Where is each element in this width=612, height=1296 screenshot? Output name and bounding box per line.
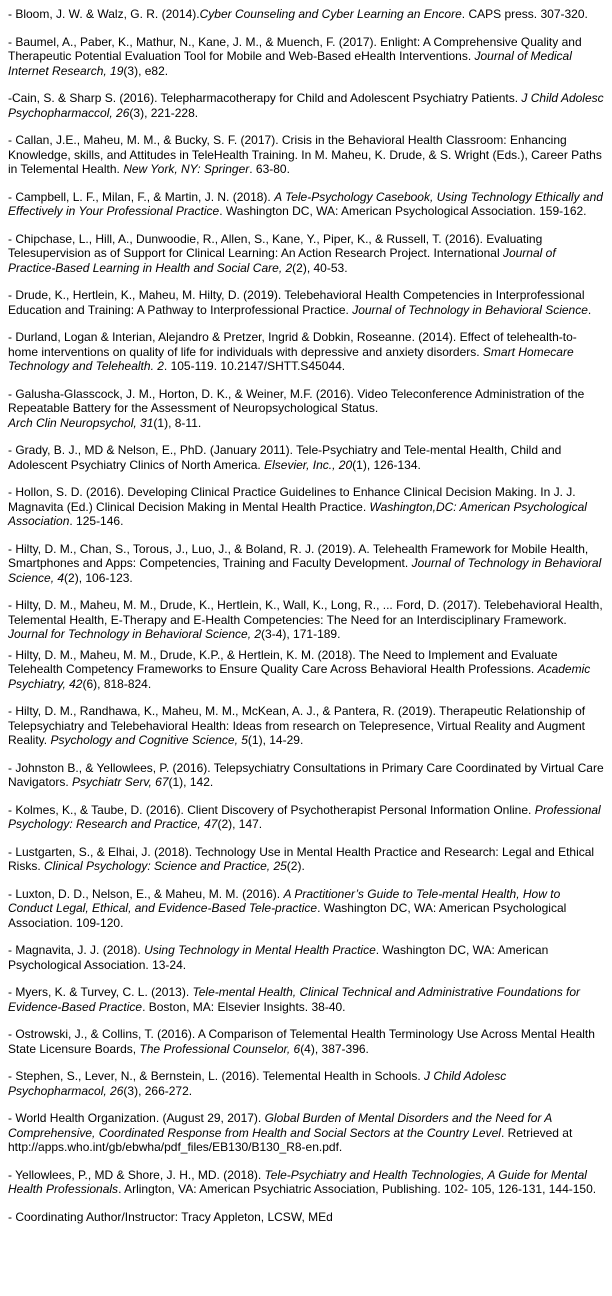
reference-item (8, 133, 604, 177)
reference-segment: - Hilty, D. M., Randhawa, K., Maheu, M. M., McKean, A. J., & Pantera, R. (2019). Therapeutic Relationship of Telepsychiatry and Telebehavioral Health: Ideas from research on Telepresence, Virtual Reality and Augment Reality. (8, 704, 586, 747)
reference-segment: . Washington DC, WA: American Psychological Association. 159-162. (219, 204, 587, 218)
reference-item (8, 387, 604, 431)
reference-item (8, 190, 604, 219)
reference-segment: - Hollon, S. D. (2016). Developing Clinical Practice Guidelines to Enhance Clinical Decision Making. In J. J. Magnavita (Ed.) Clinical Decision Making in Mental Health Practice. (8, 485, 576, 514)
reference-item (8, 1168, 604, 1197)
reference-item (8, 542, 604, 586)
reference-segment: - Campbell, L. F., Milan, F., & Martin, J. N. (2018). (8, 189, 275, 204)
reference-item (8, 1210, 604, 1225)
reference-segment-italic: Journal of Technology in Behavioral Science, 4 (8, 556, 602, 585)
reference-segment-italic: Washington,DC: American Psychological Association (8, 499, 587, 528)
reference-segment-italic: Academic Psychiatry, 42 (8, 662, 591, 691)
reference-segment: - Hilty, D. M., Chan, S., Torous, J., Luo, J., & Boland, R. J. (2019). A. Telehealth Framework for Mobile Health, Smartphones and Apps: Competencies, Training and Faculty Development. (8, 541, 589, 570)
reference-segment: . 63-80. (249, 162, 290, 176)
reference-item (8, 91, 604, 120)
reference-segment: - Kolmes, K., & Taube, D. (2016). Client Discovery of Psychotherapist Personal Information Online. (8, 802, 535, 817)
reference-item (8, 648, 604, 692)
reference-segment: (1), 126-134. (352, 457, 421, 472)
reference-segment-italic: Tele-mental Health, Clinical Technical and Administrative Foundations for Evidence-Based Practice (8, 985, 581, 1014)
reference-segment: - Myers, K. & Turvey, C. L. (2013). (8, 985, 193, 999)
reference-segment-italic: Using Technology in Mental Health Practice (144, 943, 376, 957)
reference-segment: (2), 40-53. (292, 260, 348, 275)
reference-segment: . Arlington, VA: American Psychiatric Association, Publishing. 102- 105, 126-131, 144-150. (118, 1182, 597, 1196)
reference-item (8, 232, 604, 276)
reference-item (8, 1027, 604, 1056)
reference-item (8, 761, 604, 790)
reference-segment: - Magnavita, J. J. (2018). (8, 943, 145, 957)
reference-segment: - Drude, K., Hertlein, K., Maheu, M. Hilty, D. (2019). Telebehavioral Health Competencies in Interprofessional Education and Training: A Pathway to Interprofessional Practice. (8, 288, 585, 317)
reference-item (8, 288, 604, 317)
reference-item (8, 803, 604, 832)
reference-segment-italic: Psychiatr Serv, 67 (72, 775, 169, 789)
reference-segment: (3), e82. (123, 63, 169, 78)
reference-segment-italic: A Practitioner’s Guide to Tele-mental Health, How to Conduct Legal, Ethical, and Evidence-Based Tele-practice (8, 886, 561, 915)
reference-segment: - Hilty, D. M., Maheu, M. M., Drude, K.P., & Hertlein, K. M. (2018). The Need to Implement and Evaluate Telehealth Competency Frameworks to Ensure Quality Care Across Behavioral Health Professions. (8, 647, 558, 676)
reference-segment: . Washington DC, WA: American Psychological Association. 13-24. (8, 943, 549, 972)
reference-segment: - Galusha-Glasscock, J. M., Horton, D. K., & Weiner, M.F. (2016). Video Teleconference Administration of the Repeatable Battery for the Assessment of Neuropsychological Status. (8, 386, 585, 415)
reference-item (8, 845, 604, 874)
reference-segment: . (587, 302, 592, 317)
reference-segment: (2), 147. (217, 817, 263, 831)
reference-segment: (6), 818-824. (82, 676, 152, 691)
reference-segment: - World Health Organization. (August 29, 2017). (8, 1111, 265, 1125)
reference-segment: (2). (286, 859, 305, 873)
reference-item (8, 598, 604, 642)
reference-segment-italic: A Tele-Psychology Casebook, Using Technology Ethically and Effectively in Your Professional Practice (8, 189, 603, 218)
reference-segment: - Lustgarten, S., & Elhai, J. (2018). Technology Use in Mental Health Practice and Research: Legal and Ethical Risks. (8, 844, 595, 873)
reference-segment-italic: Cyber Counseling and Cyber Learning an Encore (199, 7, 462, 21)
reference-segment-italic: Journal of Medical Internet Research, 19 (8, 49, 572, 78)
reference-segment-italic: Arch Clin Neuropsychol, 31 (8, 415, 154, 430)
reference-segment: . Boston, MA: Elsevier Insights. 38-40. (142, 999, 346, 1014)
reference-segment: - Bloom, J. W. & Walz, G. R. (2014). (8, 7, 200, 21)
reference-segment: (3-4), 171-189. (261, 627, 341, 641)
reference-segment: - Luxton, D. D., Nelson, E., & Maheu, M. M. (2016). (8, 886, 284, 901)
reference-segment-italic: Tele-Psychiatry and Health Technologies, A Guide for Mental Health Professionals (8, 1167, 587, 1196)
reference-segment: . CAPS press. 307-320. (461, 7, 588, 21)
reference-segment-italic: Professional Psychology: Research and Practice, 47 (8, 802, 601, 831)
reference-segment: - Callan, J.E., Maheu, M. M., & Bucky, S. F. (2017). Crisis in the Behavioral Health Classroom: Enhancing Knowledge, skills, and Attitudes in TeleHealth Training. In M. Maheu, K. Drude, & S. Wright (Eds.), Career Paths in Telemental Health. (8, 133, 602, 176)
reference-segment: (2), 106-123. (64, 570, 133, 585)
reference-segment: (1), 14-29. (247, 733, 304, 747)
reference-segment-italic: Psychology and Cognitive Science, 5 (50, 733, 248, 747)
reference-segment: - Durland, Logan & Interian, Alejandro & Pretzer, Ingrid & Dobkin, Roseanne. (2014). Effect of telehealth-to-home interventions on quality of life for individuals with depressive and anxiety disorders. (8, 330, 577, 359)
reference-segment: - Hilty, D. M., Maheu, M. M., Drude, K., Hertlein, K., Wall, K., Long, R., ... Ford, D. (2017). Telebehavioral Health, Telemental Health, E-Therapy and E-Health Competencies: The Need for an Interdisciplinary Framework. (8, 598, 603, 627)
reference-segment-italic: Clinical Psychology: Science and Practice, 25 (44, 859, 287, 873)
reference-item (8, 887, 604, 931)
reference-item (8, 7, 604, 22)
reference-segment-italic: The Professional Counselor, 6 (139, 1041, 301, 1056)
reference-segment: -Cain, S. & Sharp S. (2016). Telepharmacotherapy for Child and Adolescent Psychiatry Patients. (8, 91, 522, 105)
reference-segment: . 105-119. 10.2147/SHTT.S45044. (163, 359, 346, 373)
reference-item (8, 443, 604, 472)
reference-item (8, 35, 604, 79)
reference-segment: (3), 221-228. (129, 105, 199, 120)
reference-segment-italic: Global Burden of Mental Disorders and the Need for A Comprehensive, Coordinated Response from Health and Social Sectors at the Country Level (8, 1111, 552, 1140)
reference-segment: - Ostrowski, J., & Collins, T. (2016). A Comparison of Telemental Health Terminology Use Across Mental Health State Licensure Boards, (8, 1027, 595, 1056)
reference-segment: . Retrieved at http://apps.who.int/gb/ebwha/pdf_files/EB130/B130_R8-en.pdf. (8, 1125, 573, 1154)
reference-segment-italic: Journal of Technology in Behavioral Science (352, 302, 588, 317)
reference-item (8, 704, 604, 748)
reference-segment: - Stephen, S., Lever, N., & Bernstein, L. (2016). Telemental Health in Schools. (8, 1069, 425, 1083)
reference-segment-italic: Smart Homecare Technology and Telehealth. 2 (8, 344, 574, 373)
reference-item (8, 1111, 604, 1155)
reference-item (8, 943, 604, 972)
reference-item (8, 330, 604, 374)
reference-segment: (1), 8-11. (153, 415, 202, 430)
reference-segment-italic: New York, NY: Springer (123, 162, 250, 176)
reference-segment-italic: Elsevier, Inc., 20 (264, 457, 353, 472)
reference-segment-italic: J Child Adolesc Psychopharmaccol, 26 (8, 91, 604, 120)
reference-segment: - Coordinating Author/Instructor: Tracy Appleton, LCSW, MEd (8, 1209, 333, 1224)
reference-segment: (1), 142. (168, 775, 214, 789)
reference-segment: . 125-146. (69, 514, 124, 528)
reference-segment: - Baumel, A., Paber, K., Mathur, N., Kane, J. M., & Muench, F. (2017). Enlight: A Comprehensive Quality and Therapeutic Potential Evaluation Tool for Mobile and Web-Based eHealth Interventions. (8, 34, 582, 63)
reference-segment: - Yellowlees, P., MD & Shore, J. H., MD. (2018). (8, 1167, 265, 1182)
reference-segment: - Johnston B., & Yellowlees, P. (2016). Telepsychiatry Consultations in Primary Care Coordinated by Virtual Care Navigators. (8, 760, 604, 789)
reference-segment: (4), 387-396. (300, 1041, 369, 1056)
reference-segment-italic: Journal of Practice-Based Learning in Health and Social Care, 2 (8, 246, 556, 275)
reference-segment: (3), 266-272. (123, 1083, 193, 1098)
reference-segment-italic: Journal for Technology in Behavioral Science, 2 (8, 627, 262, 641)
reference-item (8, 1069, 604, 1098)
reference-list (8, 7, 604, 1224)
reference-item (8, 485, 604, 529)
reference-segment: . Washington DC, WA: American Psychological Association. 109-120. (8, 901, 567, 930)
reference-segment: - Chipchase, L., Hill, A., Dunwoodie, R., Allen, S., Kane, Y., Piper, K., & Russell, T. (2016). Evaluating Telesupervision as of Support for Clinical Learning: An Action Research Project. International (8, 231, 543, 260)
reference-item (8, 985, 604, 1014)
reference-segment-italic: J Child Adolesc Psychopharmacol, 26 (8, 1069, 507, 1098)
reference-segment: - Grady, B. J., MD & Nelson, E., PhD. (January 2011). Tele-Psychiatry and Tele-mental Health, Child and Adolescent Psychiatry Clinics of North America. (8, 443, 562, 472)
